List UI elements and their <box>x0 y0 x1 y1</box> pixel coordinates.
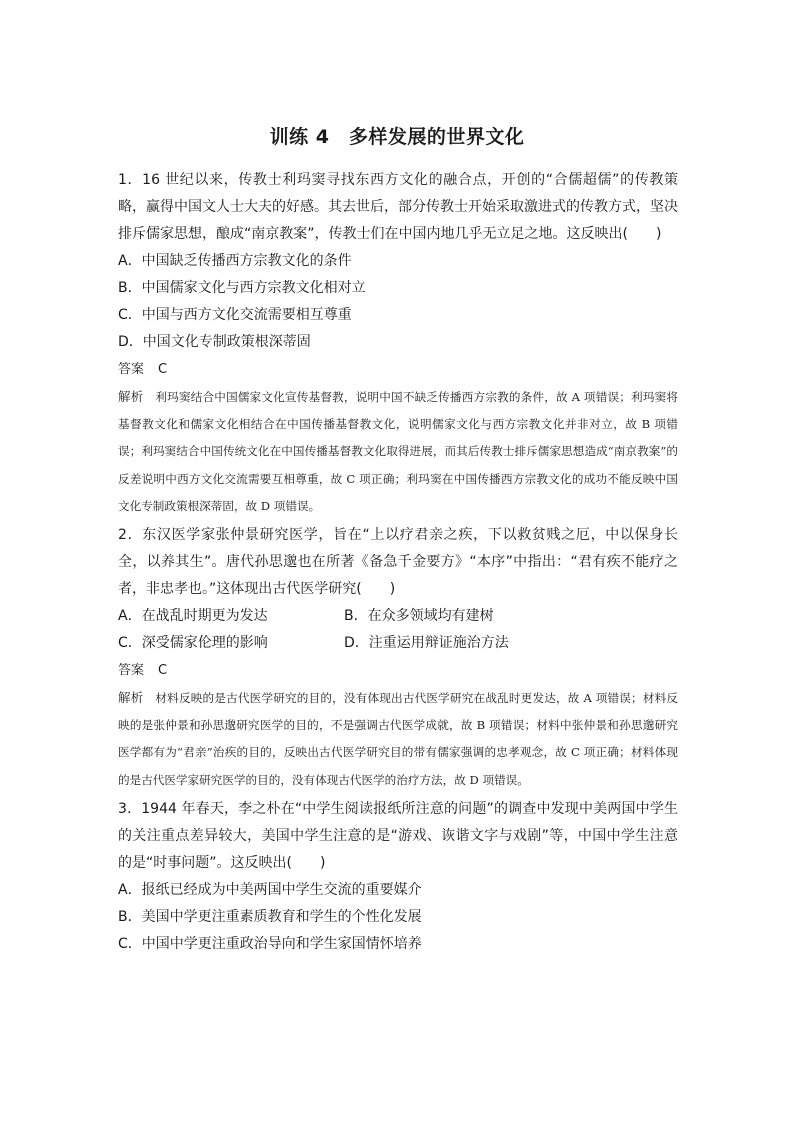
question-2-options-row-1 <box>118 603 678 630</box>
answer-label: 答案 <box>118 663 145 679</box>
question-2-option-c: C．深受儒家伦理的影响 <box>118 635 268 652</box>
question-3-stem: 3．1944 年春天，李之朴在“中学生阅读报纸所注意的问题”的调查中发现中美两国中学生的关注重点差异较大，美国中学生注意的是“游戏、诙谐文字与戏剧”等，中国中学生注意的是“时事问题”。这反映出( ) <box>118 800 678 871</box>
question-2-option-d: D．注重运用辩证施治方法 <box>344 635 509 652</box>
analysis-text: 材料反映的是古代医学研究的目的，没有体现出古代医学研究在战乱时更发达，故 A 项错误；材料反映的是张仲景和孙思邈研究医学的目的，不是强调古代医学成就，故 B 项错误；材料中张仲景和孙思邈研究医学都有为“君亲”治疾的目的，反映出古代医学研究目的带有儒家强调的忠孝观念，故 C 项正确；材料体现的是古代医学家研究医学的目的，没有体现古代医学的治疗方法，故 D 项错误。 <box>118 691 678 787</box>
question-1-option-d: D．中国文化专制政策根深蒂固 <box>118 334 311 350</box>
question-3-option-a: A．报纸已经成为中美两国中学生交流的重要媒介 <box>118 881 422 898</box>
page-title: 训练 4 多样发展的世界文化 <box>269 126 525 148</box>
question-1-stem: 1．16 世纪以来，传教士利玛窦寻找东西方文化的融合点，开创的“合儒超儒”的传教策略，赢得中国文人士大夫的好感。其去世后，部分传教士开始采取激进式的传教方式，坚决排斥儒家思想，酿成“南京教案”，传教士们在中国内地几乎无立足之地。这反映出( ) <box>118 172 678 242</box>
question-2-answer <box>118 657 678 684</box>
question-1-option-a: A．中国缺乏传播西方宗教文化的条件 <box>118 253 352 269</box>
question-2-stem: 2．东汉医学家张仲景研究医学，旨在“上以疗君亲之疾，下以救贫贱之厄，中以保身长全，以养其生”。唐代孙思邈也在所著《备急千金要方》“本序”中指出：“君有疾不能疗之者，非忠孝也。”这体现出古代医学研究( ) <box>118 527 678 598</box>
answer-value: C <box>158 663 168 679</box>
answer-label: 答案 <box>118 362 145 377</box>
question-1-option-c: C．中国与西方文化交流需要相互尊重 <box>118 307 352 323</box>
question-2 <box>118 522 678 794</box>
question-3-option-c: C．中国中学更注重政治导向和学生家国情怀培养 <box>118 935 422 952</box>
answer-value: C <box>158 362 168 377</box>
analysis-label: 解析 <box>118 389 144 404</box>
question-1-option-b: B．中国儒家文化与西方宗教文化相对立 <box>118 280 366 296</box>
question-2-option-a: A．在战乱时期更为发达 <box>118 608 268 625</box>
question-2-option-b: B．在众多领域均有建树 <box>344 608 494 625</box>
question-3-option-b: B．美国中学更注重素质教育和学生的个性化发展 <box>118 908 422 925</box>
analysis-text: 利玛窦结合中国儒家文化宣传基督教，说明中国不缺乏传播西方宗教的条件，故 A 项错误；利玛窦将基督教文化和儒家文化相结合在中国传播基督教文化，说明儒家文化与西方宗教文化并非对立，故 B 项错误；利玛窦结合中国传统文化在中国传播基督教文化取得进展，而其后传教士排斥儒家思想造成“南京教案”的反差说明中西方文化交流需要互相尊重，故 C 项正确；利玛窦在中国传播西方宗教文化的成功不能反映中国文化专制政策根深蒂固，故 D 项错误。 <box>118 390 678 513</box>
question-list <box>118 167 678 958</box>
question-1-answer <box>118 356 678 383</box>
question-1 <box>118 167 678 520</box>
question-2-options-row-2 <box>118 630 678 657</box>
question-3 <box>118 796 678 958</box>
analysis-label: 解析 <box>118 690 144 706</box>
question-2-analysis <box>118 684 678 794</box>
question-1-analysis <box>118 383 678 520</box>
